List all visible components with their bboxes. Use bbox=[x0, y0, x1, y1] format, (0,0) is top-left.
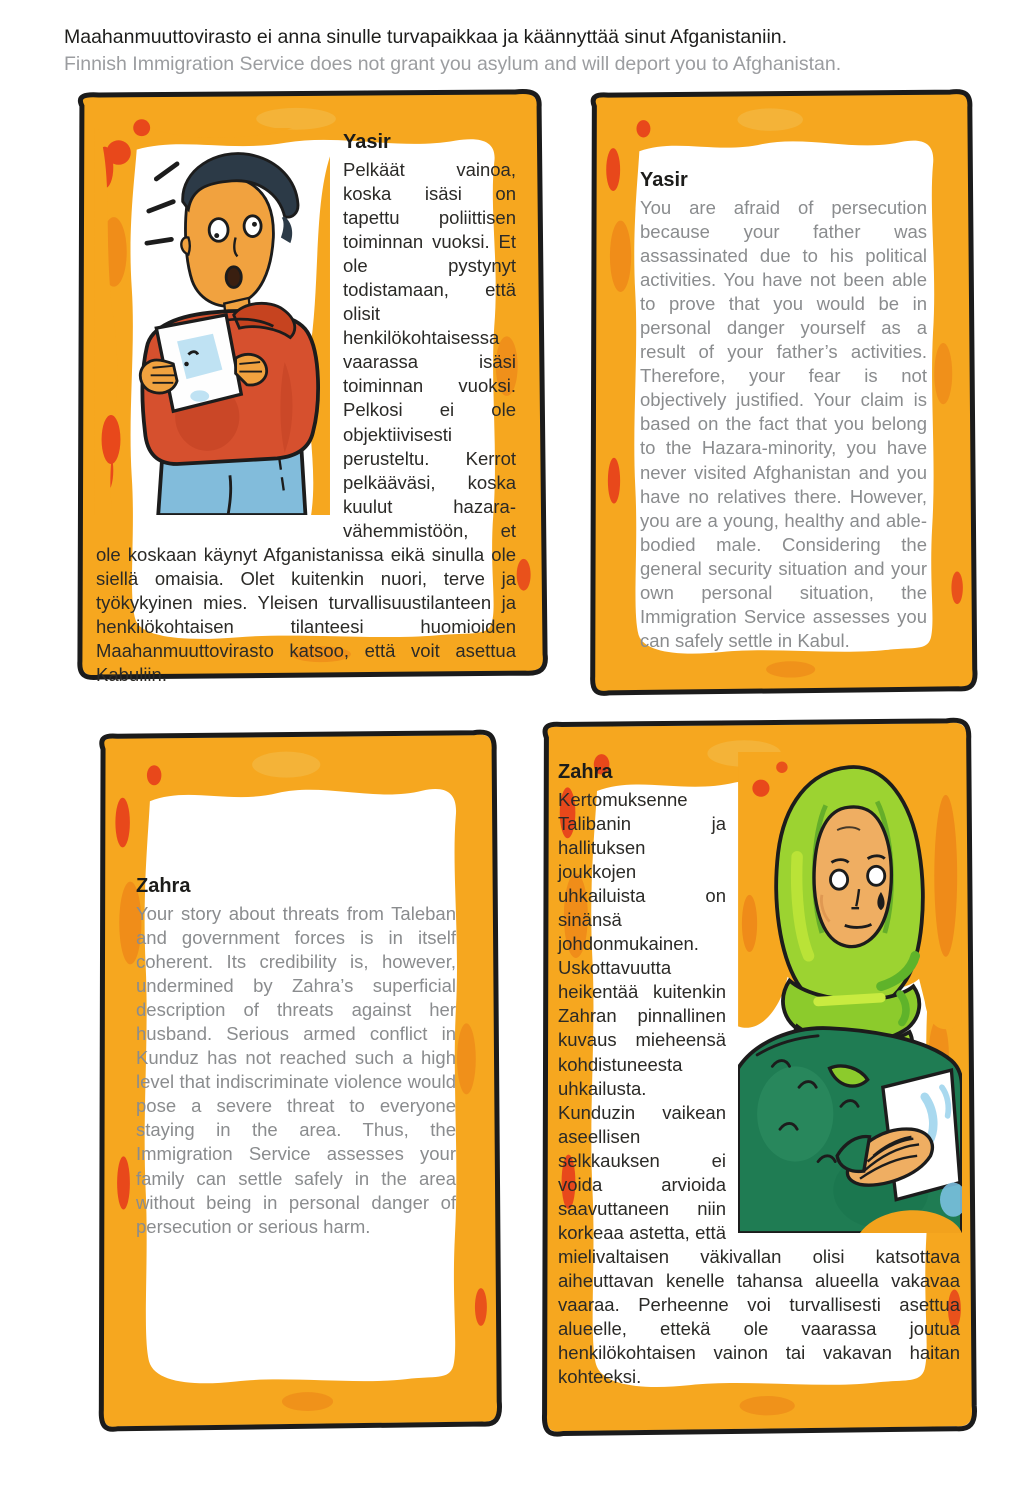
comic-panel-zahra-english bbox=[86, 728, 512, 1437]
zahra-face bbox=[814, 807, 891, 947]
surprise-marks bbox=[147, 164, 177, 243]
page-header bbox=[64, 24, 841, 78]
wash-top bbox=[151, 128, 293, 138]
yasir-mouth-open bbox=[226, 267, 241, 288]
comic-panel-yasir-finnish bbox=[62, 88, 560, 684]
speaker-name-zahra: Zahra bbox=[558, 761, 613, 783]
speech-text-zahra-finnish: Kertomuksenne Talibanin ja hallituksen joukkojen uhkailuista on sinänsä johdonmukainen. Uskottavuutta heikentää kuitenkin Zahran pinnallinen kuvaus mieheensä kohdistuneesta uhkailusta. Kunduzin vaikean aseellisen selkkauksen ei voida arvioida saavuttaneen niin korkeaa astetta, että mielivaltaisen väkivallan olisi katsottava aiheuttavan kenelle tahansa alueella vakavaa vaaraa. Perheenne voi turvallisesti asettua alueelle, ettekä ole vaarassa joutua henkilökohtaisen vainon tai vakavan haitan kohteeksi. bbox=[558, 789, 960, 1388]
illustration-yasir bbox=[94, 128, 330, 515]
speaker-name-yasir: Yasir bbox=[640, 169, 688, 191]
speaker-name-zahra: Zahra bbox=[136, 875, 191, 897]
speech-text-yasir-english: You are afraid of persecution because your father was assassinated due to his political activities. You have not been able to prove that you would be in personal danger yourself as a result of your father’s activities. Therefore, your fear is not objectively justified. Your claim is based on the fact that you belong to the Hazara-minority, you have never visited Afghanistan and you have no relatives there. However, you are a young, healthy and able-bodied male. Considering the general security situation and your own personal situation, the Immigration Service assesses you can safely settle in Kabul. bbox=[640, 197, 927, 651]
speech-text-zahra-english: Your story about threats from Taleban and government forces is in itself coherent. Its credibility is, however, undermined by Zahra’s superficial description of threats against her husband. Serious armed conflict in Kunduz has not reached such a high level that indiscriminate violence would pose a severe threat to everyone staying in the area. Thus, the Immigration Service assesses your family can settle safely in the area without being in personal danger of persecution or serious harm. bbox=[136, 903, 456, 1237]
comic-panel-zahra-finnish bbox=[528, 716, 988, 1442]
header-subtitle-english: Finnish Immigration Service does not grant you asylum and will deport you to Afghanistan. bbox=[64, 52, 842, 75]
speaker-name-yasir: Yasir bbox=[343, 131, 391, 153]
header-title-finnish: Maahanmuuttovirasto ei anna sinulle turvapaikkaa ja käännyttää sinut Afganistaniin. bbox=[64, 26, 788, 48]
comic-panel-yasir-english bbox=[578, 88, 987, 700]
illustration-zahra bbox=[738, 752, 962, 1233]
speech-text-yasir-finnish: Pelkäät vainoa, koska isäsi on tapettu poliittisen toiminnan vuoksi. Et ole pystynyt todistamaan, että olisit henkilökohtaisessa vaarassa isäsi toiminnan vuoksi. Pelkosi ei ole objektiivisesti perusteltu. Kerrot pelkääväsi, koska kuulut hazara-vähemmistöön, et ole koskaan käynyt Afganistanissa eikä sinulla ole siellä omaisia. Olet kuitenkin nuori, terve ja työkykyinen mies. Yleisen turvallisuustilanteen ja henkilökohtaisen tilanteesi huomioiden Maahanmuuttovirasto katsoo, että voit asettua Kabuliin. bbox=[96, 159, 516, 684]
